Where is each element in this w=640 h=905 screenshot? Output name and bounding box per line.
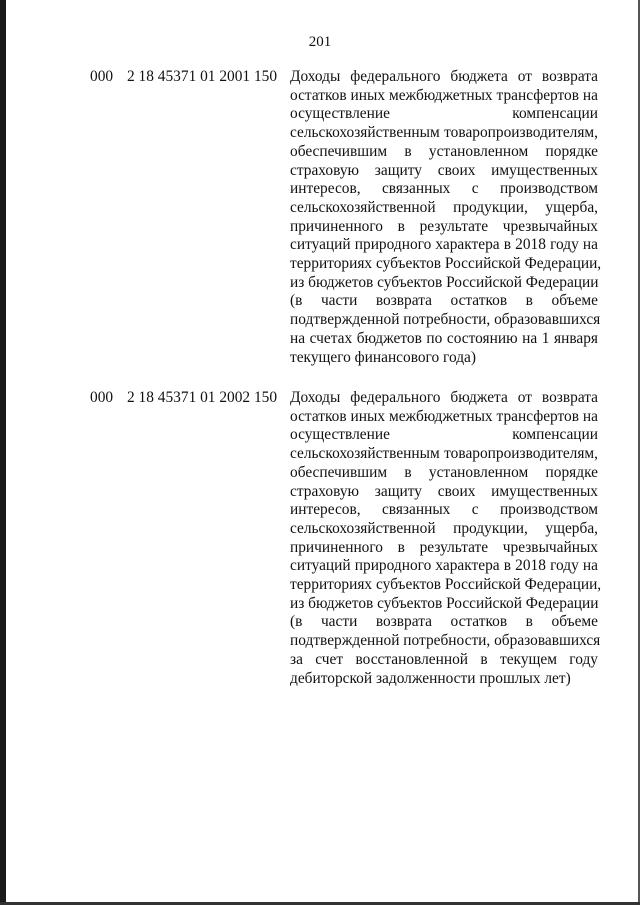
scan-border-left (0, 0, 6, 905)
description-line: за счет восстановленной в текущем году (290, 650, 598, 668)
description-line: страховую защиту своих имущественных (290, 161, 598, 179)
description-line: Доходы федерального бюджета от возврата (290, 389, 598, 406)
description-line: сельскохозяйственной продукции, ущерба, (290, 198, 598, 216)
budget-classification-code: 2 18 45371 01 2001 150 (127, 68, 278, 85)
description-line: осуществление компенсации (290, 105, 598, 123)
description-line: (в части возврата остатков в объеме (290, 292, 598, 310)
description-line: сельскохозяйственной продукции, ущерба, (290, 519, 598, 537)
description-line: обеспечившим в установленном порядке (290, 142, 598, 160)
description-line: ситуаций природного характера в 2018 году на (290, 557, 598, 575)
description-line: сельскохозяйственным товаропроизводителям, (290, 445, 598, 463)
description-line: интересов, связанных с производством (290, 180, 598, 198)
description-line: территориях субъектов Российской Федерации, (290, 576, 602, 594)
description-line: причиненного в результате чрезвычайных (290, 538, 598, 556)
description-line: осуществление компенсации (290, 426, 598, 444)
description-line: ситуаций природного характера в 2018 году на (290, 236, 598, 254)
description-line: остатков иных межбюджетных трансфертов на (290, 407, 598, 425)
description-line: территориях субъектов Российской Федерации, (290, 255, 602, 273)
description-line: на счетах бюджетов по состоянию на 1 января (290, 329, 598, 347)
admin-code: 000 (90, 68, 114, 85)
description-line: страховую защиту своих имущественных (290, 482, 598, 500)
description-line: обеспечившим в установленном порядке (290, 463, 598, 481)
description-line: подтвержденной потребности, образовавшихся (290, 311, 601, 329)
description-line: из бюджетов субъектов Российской Федерации (290, 594, 599, 612)
description-line: Доходы федерального бюджета от возврата (290, 68, 598, 85)
description-line: из бюджетов субъектов Российской Федерации (290, 273, 599, 291)
entry-description (290, 389, 602, 688)
description-line: (в части возврата остатков в объеме (290, 613, 598, 631)
description-line: сельскохозяйственным товаропроизводителям, (290, 124, 598, 142)
entry-description (290, 68, 602, 367)
description-line: подтвержденной потребности, образовавшихся (290, 632, 601, 650)
description-line: интересов, связанных с производством (290, 501, 598, 519)
budget-classification-code: 2 18 45371 01 2002 150 (127, 389, 278, 406)
description-line: причиненного в результате чрезвычайных (290, 217, 598, 235)
description-line: дебиторской задолженности прошлых лет) (290, 669, 571, 687)
admin-code: 000 (90, 389, 114, 406)
page-number: 201 (308, 34, 332, 50)
description-line: текущего финансового года) (290, 348, 477, 366)
description-line: остатков иных межбюджетных трансфертов на (290, 86, 598, 104)
